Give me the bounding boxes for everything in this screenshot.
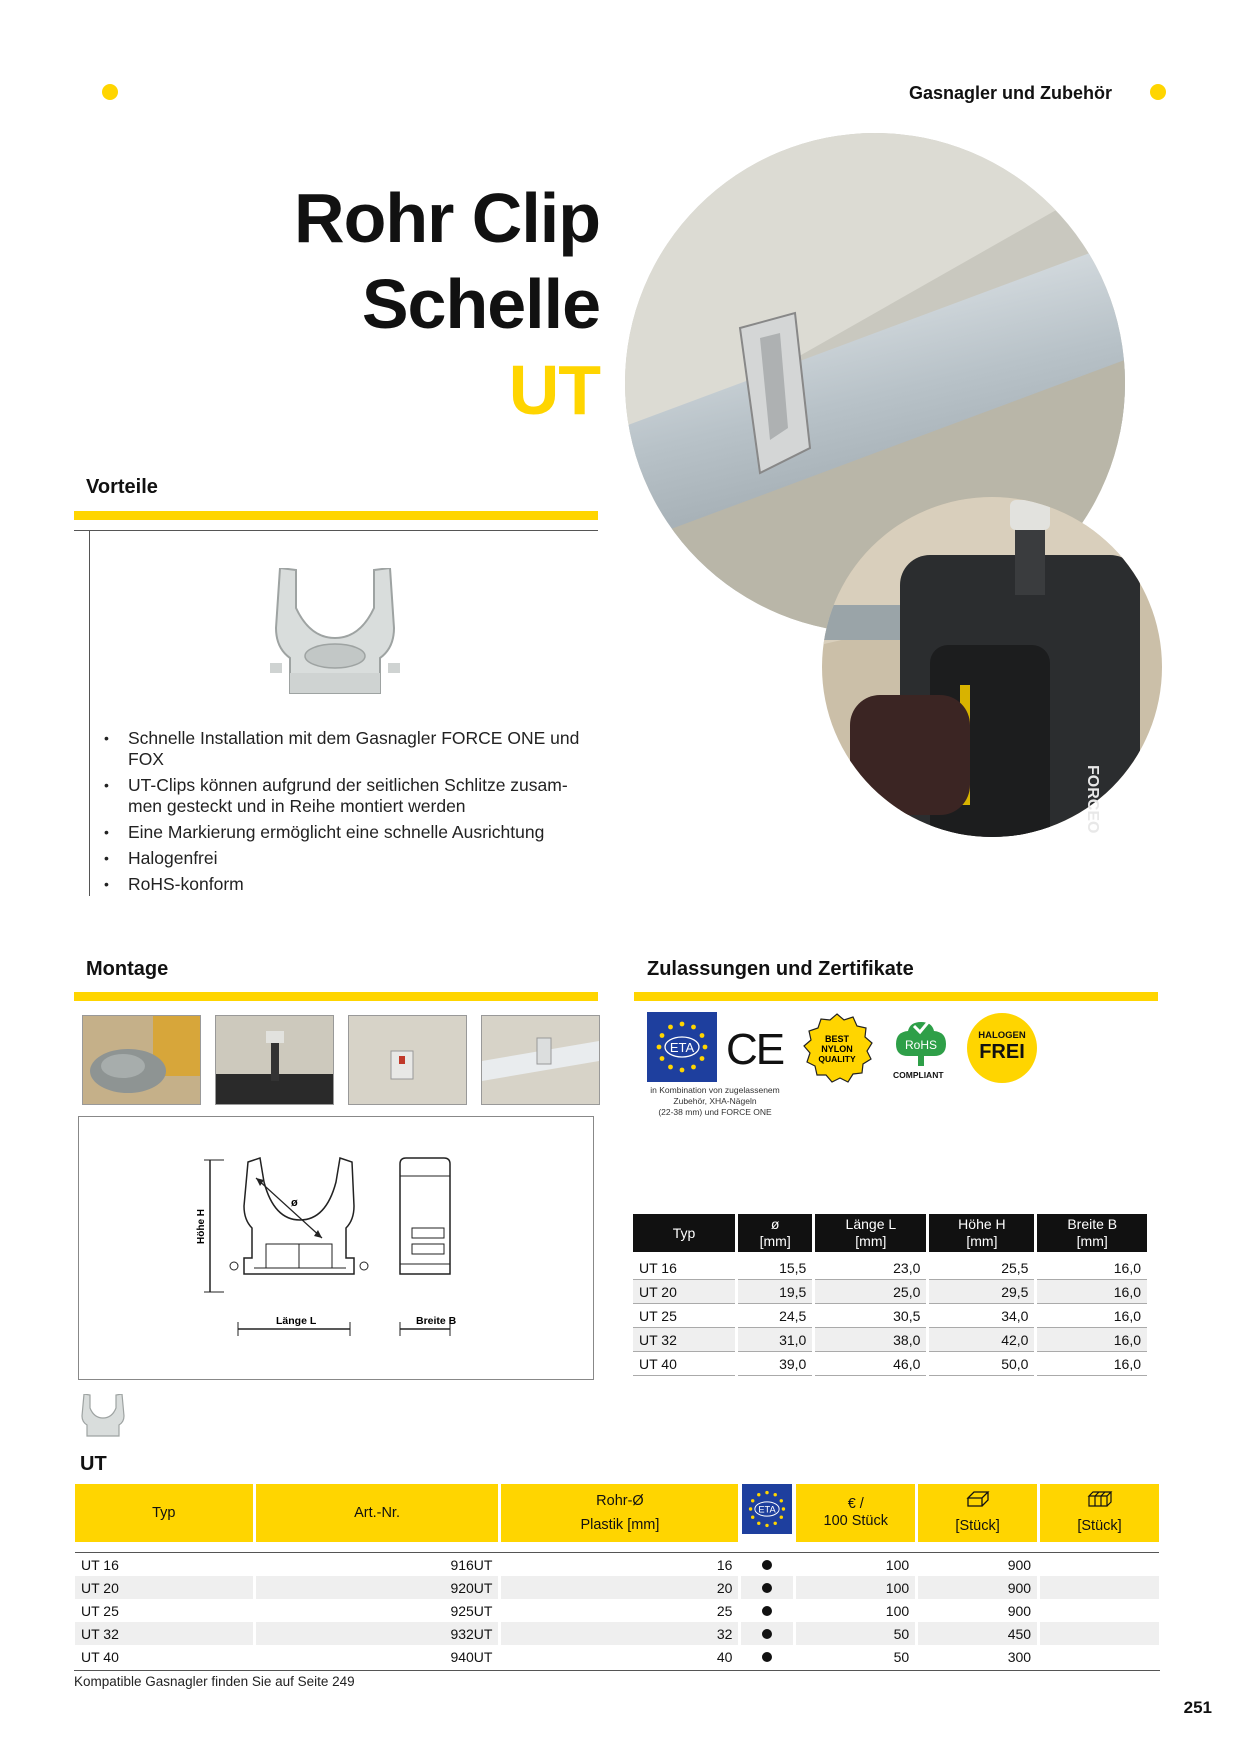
technical-drawing — [78, 1116, 594, 1380]
eta-note — [640, 1085, 790, 1118]
montage-photo-4 — [481, 1015, 600, 1105]
header-dot-left — [102, 84, 118, 100]
length-label: Länge L — [276, 1315, 317, 1327]
eta-note-line: in Kombination von zugelassenem — [650, 1085, 780, 1095]
table-row: UT 25 24,5 30,5 34,0 16,0 — [633, 1304, 1147, 1328]
prod-col-type: Typ — [75, 1484, 253, 1542]
eta-approved-dot — [762, 1629, 772, 1639]
rohs-text: RoHS — [904, 1038, 938, 1052]
eta-approved-dot — [762, 1652, 772, 1662]
package-icon — [966, 1490, 990, 1508]
prod-col-carton: [Stück] — [1040, 1484, 1159, 1542]
carton-icon — [1087, 1490, 1113, 1508]
title-line-1: Rohr Clip — [294, 179, 600, 257]
table-row: UT 20 19,5 25,0 29,5 16,0 — [633, 1280, 1147, 1304]
page-title — [294, 175, 600, 433]
prod-col-price: € / 100 Stück — [796, 1484, 915, 1542]
prod-col-eta — [741, 1484, 793, 1542]
table-row: UT 40 940UT 40 50 300 — [81, 1648, 1032, 1665]
eta-logo-icon — [647, 1012, 717, 1082]
category-heading: Gasnagler und Zubehör — [908, 83, 1112, 103]
table-row: UT 25 925UT 25 100 900 — [81, 1602, 1032, 1619]
title-line-2: Schelle — [361, 265, 600, 343]
montage-heading: Montage — [86, 958, 169, 980]
page-number: 251 — [1183, 1698, 1212, 1717]
compatibility-note: Kompatible Gasnagler finden Sie auf Seite 249 — [74, 1674, 355, 1689]
ce-mark-icon: CE — [726, 1025, 784, 1074]
eta-note-line: (22-38 mm) und FORCE ONE — [658, 1107, 772, 1117]
eta-logo-icon — [742, 1484, 792, 1534]
seal-line-1: BEST — [824, 1034, 850, 1044]
rohs-compliant-text: COMPLIANT — [893, 1070, 944, 1080]
montage-photo-3 — [348, 1015, 467, 1105]
list-item: • Schnelle Installation mit dem Gasnagler FORCE ONE und FOX — [100, 728, 600, 770]
halogen-free-icon — [967, 1013, 1037, 1083]
certificates-rule — [634, 992, 1158, 1001]
table-row: UT 16 916UT 16 100 900 — [81, 1556, 1032, 1573]
clip-side-view — [400, 1158, 450, 1274]
montage-photo-1 — [82, 1015, 201, 1105]
seal-line-2: NYLON — [821, 1044, 853, 1054]
eta-approved-dot — [762, 1560, 772, 1570]
best-nylon-quality-icon — [800, 1012, 874, 1086]
header-dot-right — [1150, 84, 1166, 100]
table-row: UT 32 31,0 38,0 42,0 16,0 — [633, 1328, 1147, 1352]
prod-col-pack: [Stück] — [918, 1484, 1037, 1542]
clip-product-image — [270, 568, 400, 700]
frei-text: FREI — [979, 1041, 1025, 1063]
advantages-thin-rule — [74, 530, 598, 531]
rohs-icon — [892, 1016, 950, 1068]
list-item: • UT-Clips können aufgrund der seitlichen Schlitze zusam-men gesteckt und in Reihe montiert werden — [100, 775, 600, 817]
eta-note-line: Zubehör, XHA-Nägeln — [673, 1096, 757, 1106]
diameter-label: ø — [291, 1197, 298, 1209]
list-item: • Eine Markierung ermöglicht eine schnelle Ausrichtung — [100, 822, 600, 843]
advantages-list — [100, 728, 600, 900]
dimensions-table — [630, 1214, 1150, 1376]
table-header-row — [75, 1484, 1159, 1542]
table-row: UT 32 932UT 32 50 450 — [75, 1622, 1159, 1645]
width-label: Breite B — [416, 1315, 457, 1327]
list-item: • Halogenfrei — [100, 848, 600, 869]
product-table-bottom-rule — [74, 1670, 1160, 1671]
advantages-vertical-rule — [89, 530, 90, 896]
product-label: UT — [80, 1453, 107, 1475]
advantages-rule — [74, 511, 598, 520]
prod-col-article: Art.-Nr. — [256, 1484, 499, 1542]
dims-col-height: Höhe H [mm] — [929, 1214, 1034, 1252]
table-row: UT 40 39,0 46,0 50,0 16,0 — [633, 1352, 1147, 1376]
table-row: UT 16 15,5 23,0 25,5 16,0 — [633, 1256, 1147, 1280]
product-table — [72, 1484, 1162, 1668]
dims-col-type: Typ — [633, 1214, 735, 1252]
dims-col-length: Länge L [mm] — [815, 1214, 926, 1252]
tool-brand-text: FORCEO — [1084, 765, 1101, 834]
table-header-row — [633, 1214, 1147, 1252]
prod-col-pipe-diameter: Rohr-Ø Plastik [mm] — [501, 1484, 738, 1542]
ut-clip-thumbnail — [80, 1394, 126, 1438]
dims-col-diameter: ø [mm] — [738, 1214, 812, 1252]
certificates-heading: Zulassungen und Zertifikate — [647, 958, 914, 980]
height-label: Höhe H — [196, 1209, 207, 1244]
montage-rule — [74, 992, 598, 1001]
advantages-heading: Vorteile — [86, 476, 158, 498]
svg-text:ETA: ETA — [758, 1504, 777, 1515]
table-row: UT 20 920UT 20 100 900 — [75, 1576, 1159, 1599]
eta-approved-dot — [762, 1583, 772, 1593]
nailer-photo — [820, 495, 1165, 840]
montage-photo-2 — [215, 1015, 334, 1105]
eta-logo-text: ETA — [669, 1040, 695, 1055]
seal-line-3: QUALITY — [818, 1054, 856, 1064]
dims-col-width: Breite B [mm] — [1037, 1214, 1147, 1252]
halogen-text: HALOGEN — [978, 1030, 1026, 1041]
eta-approved-dot — [762, 1606, 772, 1616]
title-line-3: UT — [508, 351, 600, 429]
list-item: • RoHS-konform — [100, 874, 600, 895]
